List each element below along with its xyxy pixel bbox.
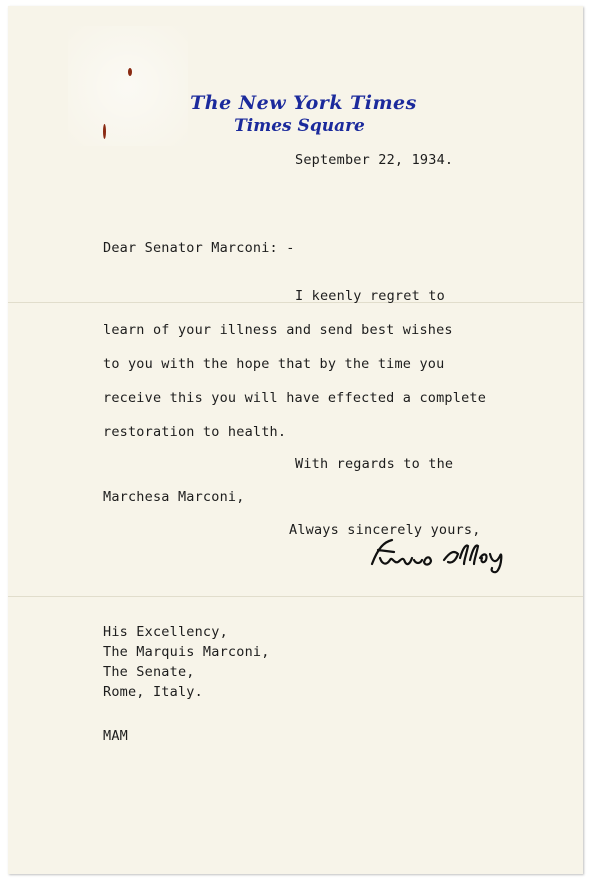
letter-date: September 22, 1934. <box>295 152 454 168</box>
letterhead-subtitle: Times Square <box>234 116 365 136</box>
typist-initials: MAM <box>103 728 128 744</box>
body-line: I keenly regret to <box>295 288 445 304</box>
body-line: restoration to health. <box>103 424 287 440</box>
letter-sheet <box>8 6 583 874</box>
recipient-line: His Excellency, <box>103 624 228 640</box>
recipient-line: The Marquis Marconi, <box>103 644 270 660</box>
salutation: Dear Senator Marconi: - <box>103 240 295 256</box>
body-line: learn of your illness and send best wishes <box>103 322 453 338</box>
handwritten-signature <box>368 534 516 574</box>
rust-stain <box>128 68 132 76</box>
regards-line: Marchesa Marconi, <box>103 489 245 505</box>
body-line: to you with the hope that by the time you <box>103 356 445 372</box>
recipient-line: The Senate, <box>103 664 195 680</box>
recipient-line: Rome, Italy. <box>103 684 203 700</box>
body-line: receive this you will have effected a complete <box>103 390 487 406</box>
closing: Always sincerely yours, <box>289 522 481 538</box>
letterhead-title: The New York Times <box>190 92 417 114</box>
fold-line <box>8 596 583 597</box>
regards-line: With regards to the <box>295 456 454 472</box>
